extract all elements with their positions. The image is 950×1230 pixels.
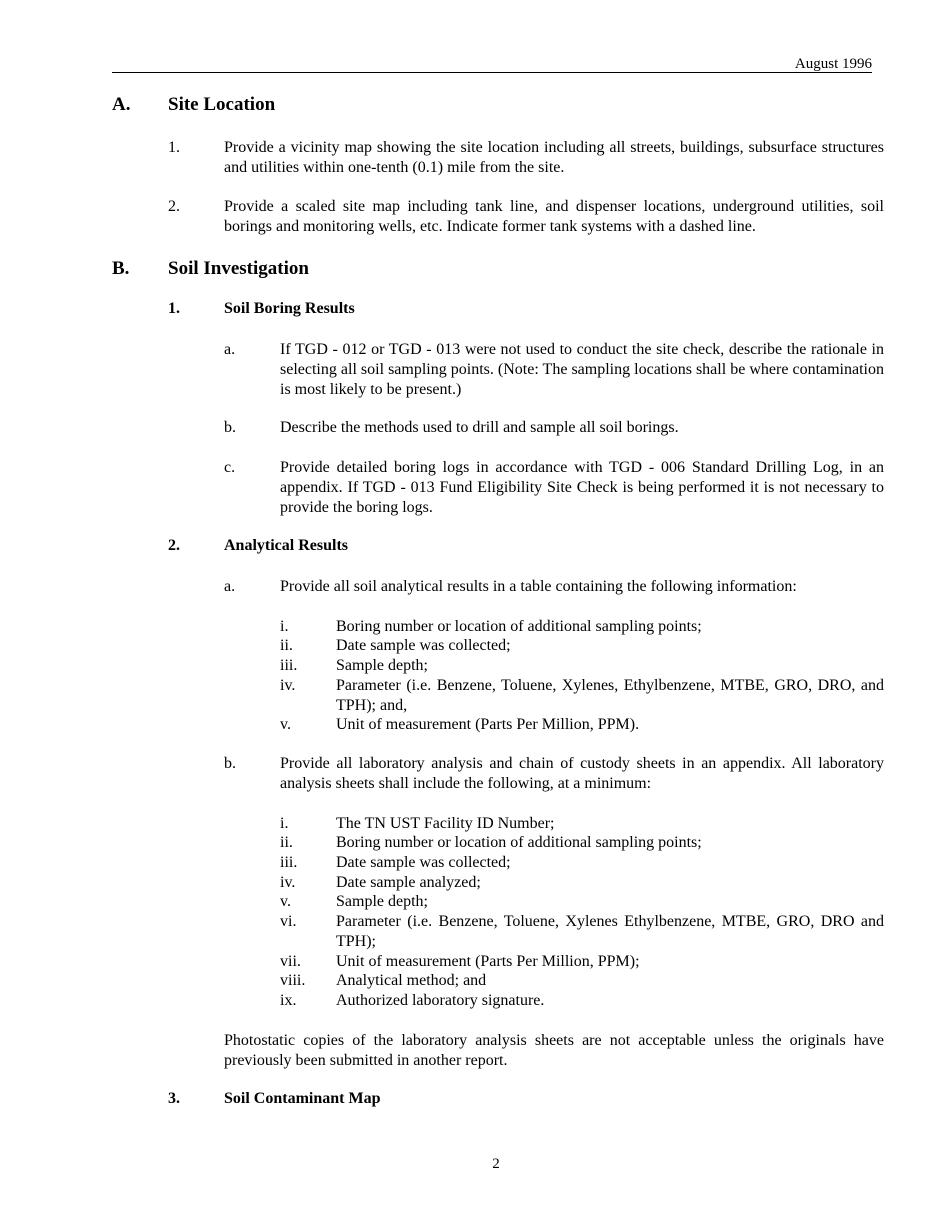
item-text: Boring number or location of additional sampling points; (336, 618, 702, 635)
item-text: Analytical method; and (336, 972, 487, 989)
item-letter: b. (224, 755, 236, 772)
subsection-number: 2. (168, 537, 180, 554)
item-numeral: ii. (280, 834, 293, 851)
item-text: Describe the methods used to drill and sample all soil borings. (280, 419, 679, 436)
item-text: Provide all soil analytical results in a table containing the following information: (280, 578, 797, 595)
item-text: Date sample analyzed; (336, 874, 481, 891)
item-text: Sample depth; (336, 893, 428, 910)
item-text: Date sample was collected; (336, 637, 511, 654)
item-text: Provide a scaled site map including tank line, and dispenser locations, underground utilities, soil borings and monitoring wells, etc. Indicate former tank systems with a dashed line. (224, 198, 884, 235)
section-letter: A. (112, 94, 131, 115)
item-text: Provide a vicinity map showing the site location including all streets, buildings, subsurface structures and utilities within one-tenth (0.1) mile from the site. (224, 139, 884, 176)
item-text: Provide all laboratory analysis and chain of custody sheets in an appendix. All laboratory analysis sheets shall include the following, at a minimum: (280, 755, 884, 792)
item-numeral: iv. (280, 874, 296, 891)
item-numeral: i. (280, 815, 289, 832)
item-text: Date sample was collected; (336, 854, 511, 871)
item-number: 1. (168, 139, 180, 156)
item-text: Boring number or location of additional sampling points; (336, 834, 702, 851)
item-letter: a. (224, 578, 236, 595)
section-title: Soil Investigation (168, 258, 309, 279)
item-numeral: v. (280, 893, 291, 910)
item-text: Sample depth; (336, 657, 428, 674)
item-numeral: iv. (280, 677, 296, 694)
item-text: Parameter (i.e. Benzene, Toluene, Xylenes Ethylbenzene, MTBE, GRO, DRO and TPH); (336, 913, 884, 950)
item-numeral: vi. (280, 913, 297, 930)
note-paragraph: Photostatic copies of the laboratory analysis sheets are not acceptable unless the originals have previously been submitted in another report. (224, 1032, 884, 1069)
item-numeral: iii. (280, 854, 298, 871)
item-text: Unit of measurement (Parts Per Million, PPM); (336, 953, 640, 970)
item-letter: b. (224, 419, 236, 436)
item-text: If TGD - 012 or TGD - 013 were not used to conduct the site check, describe the rationale in selecting all soil sampling points. (Note: The sampling locations shall be where contamination is most likely to be present.) (280, 341, 884, 398)
header-date: August 1996 (794, 56, 872, 72)
page-number: 2 (492, 1156, 500, 1172)
subsection-title: Soil Contaminant Map (224, 1090, 381, 1107)
item-letter: a. (224, 341, 236, 358)
item-numeral: ii. (280, 637, 293, 654)
item-number: 2. (168, 198, 180, 215)
item-numeral: ix. (280, 992, 297, 1009)
item-text: Parameter (i.e. Benzene, Toluene, Xylenes, Ethylbenzene, MTBE, GRO, DRO, and TPH); and, (336, 677, 884, 714)
item-numeral: iii. (280, 657, 298, 674)
subsection-title: Soil Boring Results (224, 300, 355, 317)
item-text: The TN UST Facility ID Number; (336, 815, 555, 832)
section-title: Site Location (168, 94, 276, 115)
item-text: Provide detailed boring logs in accordance with TGD - 006 Standard Drilling Log, in an appendix. If TGD - 013 Fund Eligibility Site Check is being performed it is not necessary to provide the boring logs. (280, 459, 884, 516)
item-letter: c. (224, 459, 236, 476)
section-letter: B. (112, 258, 130, 279)
item-text: Unit of measurement (Parts Per Million, PPM). (336, 716, 640, 733)
subsection-title: Analytical Results (224, 537, 348, 554)
item-numeral: i. (280, 618, 289, 635)
subsection-number: 1. (168, 300, 180, 317)
item-numeral: v. (280, 716, 291, 733)
item-numeral: vii. (280, 953, 301, 970)
item-text: Authorized laboratory signature. (336, 992, 545, 1009)
header-rule (112, 72, 872, 73)
subsection-number: 3. (168, 1090, 180, 1107)
item-numeral: viii. (280, 972, 306, 989)
